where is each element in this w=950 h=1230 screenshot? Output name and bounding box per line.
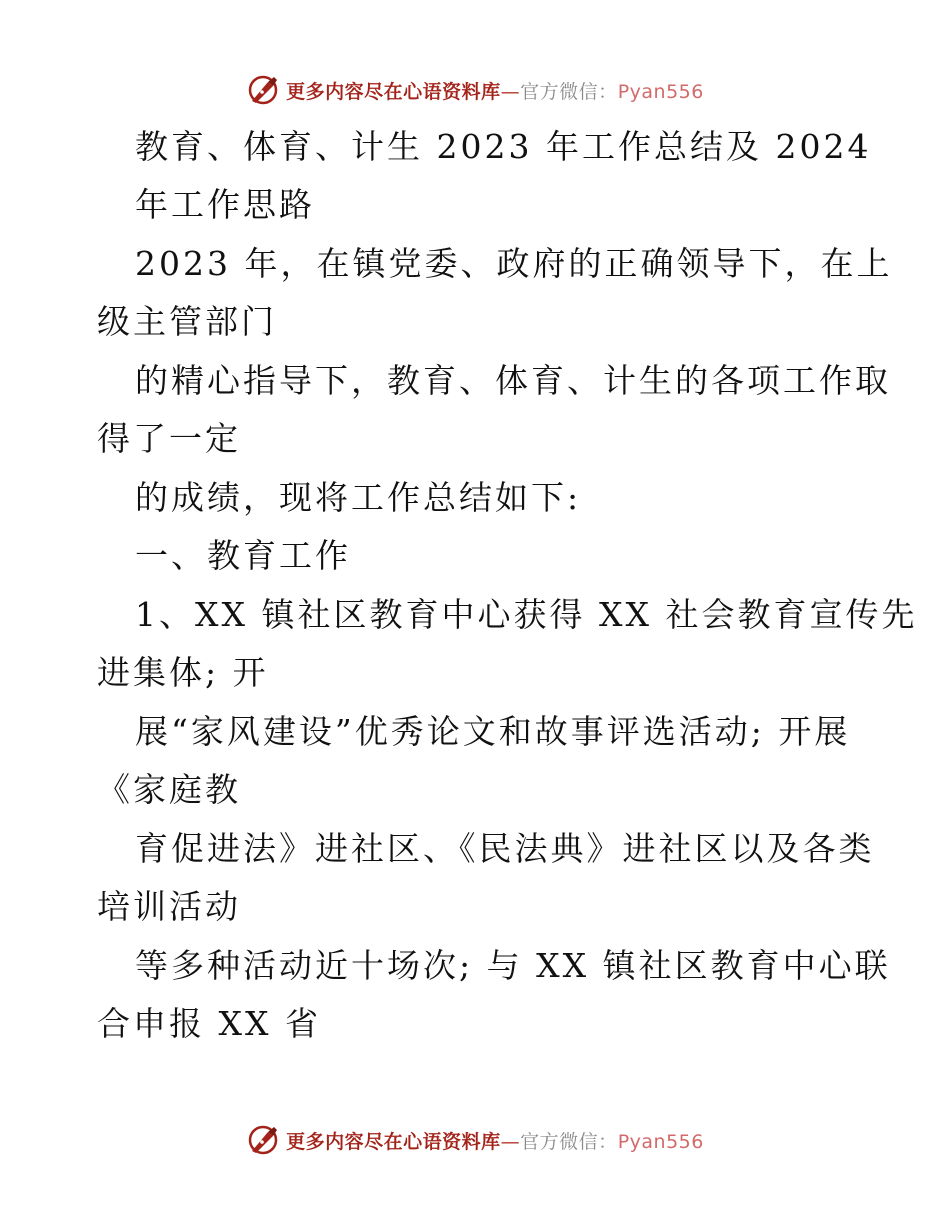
banner-account: Pyan556	[617, 80, 704, 103]
banner-separator: —	[500, 80, 521, 103]
paragraph-line: 进集体; 开	[97, 653, 269, 692]
document-title-line-2: 年工作思路	[135, 185, 315, 224]
paragraph-line: 《家庭教	[97, 770, 241, 809]
banner-separator: —	[500, 1130, 521, 1153]
paragraph-line: 的精心指导下，教育、体育、计生的各项工作取	[135, 361, 891, 400]
banner-channel: 官方微信：	[520, 1130, 618, 1153]
footer-banner	[0, 1120, 950, 1160]
paragraph-line: 育促进法》进社区、《民法典》进社区以及各类	[135, 829, 875, 868]
document-title-line-1: 教育、体育、计生 2023 年工作总结及 2024	[135, 127, 872, 166]
footer-banner-text	[286, 1127, 704, 1154]
paragraph-line: 级主管部门	[97, 302, 277, 341]
paragraph-line: 的成绩，现将工作总结如下:	[135, 478, 582, 517]
banner-brand: 更多内容尽在心语资料库	[286, 80, 501, 103]
paragraph-line: 1、XX 镇社区教育中心获得 XX 社会教育宣传先	[135, 595, 918, 634]
paragraph-line: 培训活动	[97, 887, 241, 926]
banner-brand: 更多内容尽在心语资料库	[286, 1130, 501, 1153]
paragraph-line: 合申报 XX 省	[97, 1004, 321, 1043]
paragraph-line: 2023 年，在镇党委、政府的正确领导下，在上	[135, 244, 893, 283]
pen-nib-logo-icon	[246, 1123, 280, 1157]
banner-channel: 官方微信：	[520, 80, 618, 103]
paragraph-line: 得了一定	[97, 419, 241, 458]
paragraph-line: 展“家风建设”优秀论文和故事评选活动; 开展	[135, 712, 851, 751]
section-heading: 一、教育工作	[135, 536, 351, 575]
paragraph-line: 等多种活动近十场次; 与 XX 镇社区教育中心联	[135, 946, 891, 985]
banner-account: Pyan556	[617, 1130, 704, 1153]
